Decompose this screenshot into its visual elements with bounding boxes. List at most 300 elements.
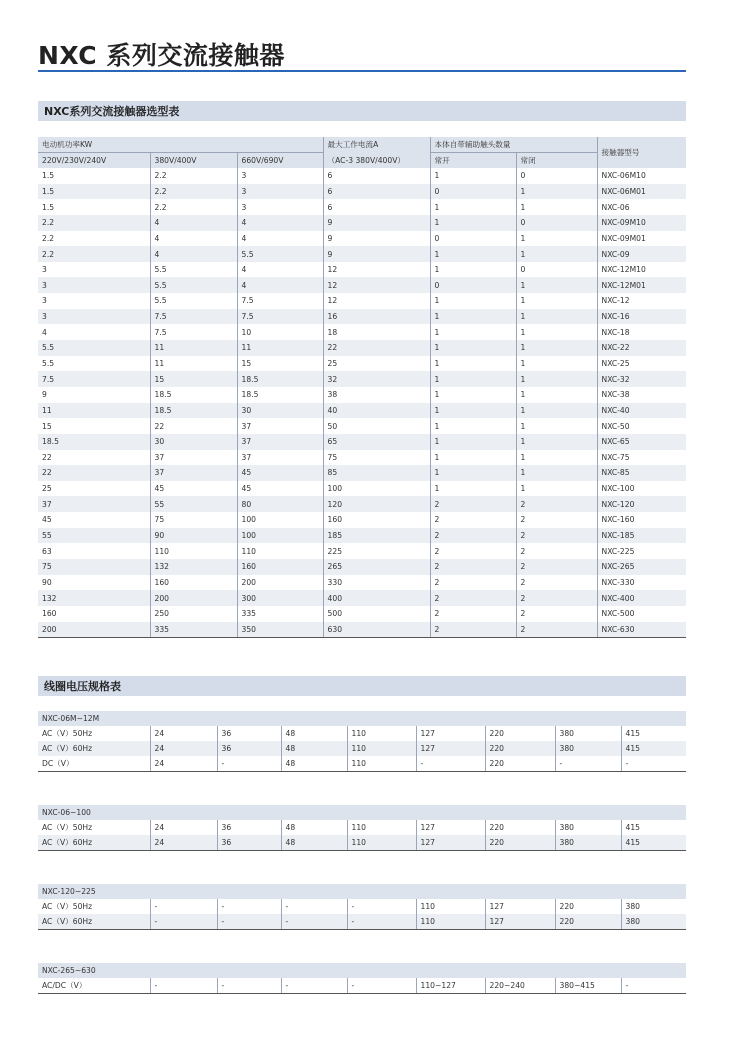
coil-voltage-cell: 220: [555, 899, 621, 914]
table-cell: 9: [323, 246, 430, 262]
coil-voltage-cell: 380: [621, 914, 686, 930]
table-row: [38, 340, 686, 356]
coil-row-label: AC（V）50Hz: [42, 729, 93, 738]
table-cell: 2: [516, 622, 597, 638]
table-cell: 0: [516, 215, 597, 231]
table-row: [38, 168, 686, 184]
table-cell: 30: [237, 403, 323, 419]
coil-voltage-cell: 48: [281, 756, 347, 772]
coil-row: [38, 835, 686, 851]
selection-section-header: [38, 101, 686, 121]
coil-voltage-cell: -: [281, 899, 347, 914]
table-row: [38, 262, 686, 278]
table-cell: 4: [42, 327, 47, 337]
table-cell: 11: [150, 356, 237, 372]
table-cell: 85: [323, 465, 430, 481]
table-cell: 2: [430, 606, 516, 622]
table-cell: 0: [430, 231, 516, 247]
table-cell: 1: [430, 418, 516, 434]
title-rule: [38, 70, 686, 72]
table-cell: 265: [323, 559, 430, 575]
table-cell: 6: [323, 168, 430, 184]
table-cell: NXC-160: [597, 512, 686, 528]
table-cell: NXC-22: [597, 340, 686, 356]
coil-voltage-cell: 127: [416, 741, 485, 756]
table-cell: 1: [430, 324, 516, 340]
table-cell: 15: [42, 421, 52, 431]
table-cell: 250: [150, 606, 237, 622]
table-row: [38, 246, 686, 262]
coil-voltage-cell: -: [347, 914, 416, 930]
coil-voltage-cell: 24: [150, 726, 217, 741]
table-cell: NXC-185: [597, 528, 686, 544]
table-cell: 100: [323, 481, 430, 497]
table-cell: 1: [430, 199, 516, 215]
table-cell: 2.2: [150, 168, 237, 184]
table-row: [38, 559, 686, 575]
coil-voltage-cell: 127: [416, 835, 485, 851]
table-cell: 2: [430, 496, 516, 512]
coil-voltage-cell: 110: [347, 726, 416, 741]
table-cell: 7.5: [237, 293, 323, 309]
table-cell: 90: [42, 577, 52, 587]
table-row: [38, 184, 686, 200]
table-cell: 37: [237, 450, 323, 466]
coil-voltage-cell: 415: [621, 820, 686, 835]
table-cell: 18.5: [150, 387, 237, 403]
table-cell: 100: [237, 512, 323, 528]
coil-row: [38, 741, 686, 756]
table-cell: 37: [150, 450, 237, 466]
coil-voltage-cell: -: [217, 914, 281, 930]
coil-voltage-cell: -: [150, 899, 217, 914]
table-row: [38, 199, 686, 215]
table-cell: 65: [323, 434, 430, 450]
coil-voltage-cell: 24: [150, 741, 217, 756]
table-cell: 350: [237, 622, 323, 638]
table-cell: 1: [516, 309, 597, 325]
table-row: [38, 277, 686, 293]
aux-group-header: 本体自带辅助触头数量: [430, 137, 597, 153]
coil-voltage-cell: 380: [621, 899, 686, 914]
coil-voltage-cell: 110: [347, 820, 416, 835]
table-cell: 160: [150, 575, 237, 591]
table-cell: 1: [430, 434, 516, 450]
table-row: [38, 293, 686, 309]
table-cell: 1: [430, 340, 516, 356]
table-cell: NXC-09: [597, 246, 686, 262]
table-cell: 1: [516, 184, 597, 200]
table-cell: 3: [42, 265, 47, 275]
table-row: [38, 324, 686, 340]
coil-voltage-cell: -: [217, 899, 281, 914]
table-cell: 160: [42, 609, 57, 619]
table-cell: 12: [323, 262, 430, 278]
table-cell: 1: [516, 277, 597, 293]
table-cell: 1: [516, 465, 597, 481]
table-cell: 55: [38, 528, 150, 544]
table-cell: 2.2: [150, 199, 237, 215]
table-cell: 37: [237, 418, 323, 434]
table-cell: 12: [323, 277, 430, 293]
table-cell: 120: [323, 496, 430, 512]
coil-voltage-cell: -: [347, 899, 416, 914]
coil-row: [38, 899, 686, 914]
table-cell: 7.5: [38, 371, 150, 387]
coil-voltage-cell: 48: [281, 726, 347, 741]
coil-voltage-cell: 24: [150, 835, 217, 851]
table-cell: 5.5: [42, 359, 55, 368]
table-cell: 1: [516, 481, 597, 497]
table-cell: 335: [237, 606, 323, 622]
table-cell: 1: [430, 403, 516, 419]
table-cell: 30: [150, 434, 237, 450]
table-cell: 12: [323, 293, 430, 309]
table-cell: 11: [150, 340, 237, 356]
table-cell: 630: [323, 622, 430, 638]
table-cell: 75: [38, 559, 150, 575]
table-cell: 330: [323, 575, 430, 591]
table-row: [38, 215, 686, 231]
coil-row: [38, 978, 686, 994]
table-cell: 1: [430, 387, 516, 403]
table-row: [38, 371, 686, 387]
table-cell: 335: [150, 622, 237, 638]
table-cell: 40: [323, 403, 430, 419]
coil-voltage-cell: 36: [217, 726, 281, 741]
table-cell: 55: [150, 496, 237, 512]
coil-voltage-cell: 415: [621, 726, 686, 741]
table-cell: 225: [323, 543, 430, 559]
table-cell: NXC-630: [597, 622, 686, 638]
table-cell: 7.5: [150, 324, 237, 340]
coil-voltage-cell: -: [281, 978, 347, 994]
table-row: [38, 387, 686, 403]
coil-voltage-cell: 110: [347, 756, 416, 772]
table-cell: 2: [430, 528, 516, 544]
table-cell: 2: [516, 559, 597, 575]
table-cell: 16: [323, 309, 430, 325]
coil-voltage-cell: 380: [555, 741, 621, 756]
table-cell: 4: [150, 246, 237, 262]
table-cell: 2: [430, 590, 516, 606]
table-cell: NXC-06: [597, 199, 686, 215]
table-cell: 9: [323, 231, 430, 247]
coil-section-title: 线圈电压规格表: [44, 680, 121, 693]
coil-voltage-cell: 220~240: [485, 978, 555, 994]
table-cell: NXC-06M10: [597, 168, 686, 184]
table-cell: 132: [150, 559, 237, 575]
table-cell: NXC-25: [597, 356, 686, 372]
table-cell: NXC-330: [597, 575, 686, 591]
coil-table-2: [38, 805, 686, 851]
table-cell: 9: [42, 390, 47, 400]
table-cell: NXC-12M01: [597, 277, 686, 293]
table-cell: 110: [150, 543, 237, 559]
table-row: [38, 403, 686, 419]
table-cell: 18: [323, 324, 430, 340]
table-cell: 1: [516, 231, 597, 247]
coil-voltage-cell: 48: [281, 835, 347, 851]
power-col-header: 220V/230V/240V: [38, 153, 150, 169]
table-cell: 2: [516, 575, 597, 591]
table-cell: 80: [237, 496, 323, 512]
table-cell: NXC-85: [597, 465, 686, 481]
table-cell: 2.2: [38, 246, 150, 262]
table-cell: 22: [38, 465, 150, 481]
selection-table: [38, 137, 686, 638]
coil-voltage-cell: 220: [485, 820, 555, 835]
coil-voltage-cell: 380: [555, 726, 621, 741]
table-row: [38, 543, 686, 559]
table-row: [38, 622, 686, 638]
table-cell: 300: [237, 590, 323, 606]
coil-row-label: AC（V）50Hz: [42, 823, 93, 832]
table-cell: 0: [516, 168, 597, 184]
coil-voltage-cell: -: [555, 756, 621, 772]
coil-voltage-cell: 220: [485, 756, 555, 772]
table-cell: 22: [150, 418, 237, 434]
coil-voltage-cell: -: [217, 756, 281, 772]
coil-table-3: [38, 884, 686, 930]
table-cell: 1.5: [42, 171, 55, 181]
table-cell: 1: [516, 450, 597, 466]
table-cell: 11: [38, 403, 150, 419]
table-cell: 2: [430, 543, 516, 559]
table-cell: 1: [516, 293, 597, 309]
table-cell: 4: [150, 215, 237, 231]
table-cell: NXC-12: [597, 293, 686, 309]
table-cell: 1: [430, 215, 516, 231]
table-cell: 45: [237, 465, 323, 481]
table-cell: 2: [516, 543, 597, 559]
table-cell: 11: [237, 340, 323, 356]
table-cell: 9: [323, 215, 430, 231]
coil-table-4: [38, 963, 686, 994]
table-cell: 2.2: [150, 184, 237, 200]
table-cell: 1: [516, 340, 597, 356]
table-cell: 3: [42, 296, 47, 306]
table-cell: 18.5: [237, 371, 323, 387]
table-cell: 0: [430, 184, 516, 200]
table-cell: 3: [237, 168, 323, 184]
coil-voltage-cell: 110~127: [416, 978, 485, 994]
coil-voltage-cell: -: [150, 914, 217, 930]
table-cell: 4: [150, 231, 237, 247]
coil-group-name: NXC-120~225: [38, 884, 686, 899]
aux-col-header: 常开: [430, 153, 516, 169]
table-cell: 18.5: [38, 434, 150, 450]
power-col-header: 660V/690V: [237, 153, 323, 169]
table-cell: 3: [38, 309, 150, 325]
table-cell: NXC-75: [597, 450, 686, 466]
table-cell: 1: [430, 309, 516, 325]
coil-voltage-cell: 127: [416, 726, 485, 741]
table-cell: 160: [237, 559, 323, 575]
table-row: [38, 356, 686, 372]
table-cell: 4: [237, 262, 323, 278]
coil-row-label: DC（V）: [38, 756, 150, 772]
coil-row-label: AC（V）50Hz: [42, 902, 93, 911]
table-cell: 1: [516, 371, 597, 387]
table-cell: 400: [323, 590, 430, 606]
table-cell: 90: [150, 528, 237, 544]
table-cell: NXC-18: [597, 324, 686, 340]
table-cell: 1: [430, 356, 516, 372]
table-cell: 3: [38, 277, 150, 293]
coil-voltage-cell: 36: [217, 820, 281, 835]
coil-voltage-cell: 24: [150, 756, 217, 772]
table-cell: 2: [430, 559, 516, 575]
coil-voltage-cell: -: [217, 978, 281, 994]
coil-group-header: [38, 711, 686, 726]
coil-voltage-cell: 380: [555, 820, 621, 835]
coil-voltage-cell: 110: [347, 741, 416, 756]
coil-voltage-cell: 415: [621, 835, 686, 851]
table-cell: NXC-100: [597, 481, 686, 497]
table-cell: 2.2: [42, 233, 55, 243]
table-cell: 200: [38, 622, 150, 638]
table-row: [38, 465, 686, 481]
table-cell: NXC-40: [597, 403, 686, 419]
coil-row-label: AC（V）60Hz: [38, 835, 150, 851]
table-cell: 5.5: [38, 340, 150, 356]
table-cell: 2: [430, 512, 516, 528]
table-cell: 1: [430, 293, 516, 309]
table-cell: 2: [430, 575, 516, 591]
table-cell: 100: [237, 528, 323, 544]
coil-row: [38, 914, 686, 930]
table-cell: 2: [430, 622, 516, 638]
table-cell: 37: [150, 465, 237, 481]
table-cell: 18.5: [237, 387, 323, 403]
table-row: [38, 590, 686, 606]
coil-group-name: NXC-265~630: [38, 963, 686, 978]
table-cell: 5.5: [150, 293, 237, 309]
model-header: 接触器型号: [597, 137, 686, 168]
table-cell: NXC-38: [597, 387, 686, 403]
table-cell: NXC-500: [597, 606, 686, 622]
table-row: [38, 450, 686, 466]
table-cell: 2: [516, 590, 597, 606]
coil-voltage-cell: 127: [485, 914, 555, 930]
coil-voltage-cell: -: [621, 978, 686, 994]
table-cell: 18.5: [150, 403, 237, 419]
current-header-line2: （AC-3 380V/400V）: [323, 153, 430, 169]
coil-voltage-cell: -: [150, 978, 217, 994]
table-cell: 15: [237, 356, 323, 372]
table-cell: 2: [516, 528, 597, 544]
table-cell: 75: [323, 450, 430, 466]
table-cell: NXC-400: [597, 590, 686, 606]
selection-section-title: NXC系列交流接触器选型表: [44, 105, 180, 118]
table-cell: 0: [430, 277, 516, 293]
coil-voltage-cell: 110: [416, 899, 485, 914]
table-row: [38, 434, 686, 450]
table-row: [38, 309, 686, 325]
table-cell: 1: [430, 168, 516, 184]
table-row: [38, 496, 686, 512]
table-cell: NXC-32: [597, 371, 686, 387]
table-cell: 2: [516, 512, 597, 528]
coil-voltage-cell: -: [281, 914, 347, 930]
table-cell: 38: [323, 387, 430, 403]
table-cell: 37: [38, 496, 150, 512]
table-cell: 1: [516, 403, 597, 419]
table-cell: 110: [237, 543, 323, 559]
aux-col-header: 常闭: [516, 153, 597, 169]
current-header-line1: 最大工作电流A: [323, 137, 430, 153]
table-cell: 1: [516, 246, 597, 262]
table-cell: 5.5: [150, 277, 237, 293]
table-cell: 5.5: [237, 246, 323, 262]
table-cell: 75: [150, 512, 237, 528]
table-cell: 45: [150, 481, 237, 497]
table-cell: 5.5: [150, 262, 237, 278]
coil-voltage-cell: 24: [150, 820, 217, 835]
table-cell: 1: [430, 465, 516, 481]
table-row: [38, 418, 686, 434]
table-cell: 50: [323, 418, 430, 434]
coil-voltage-cell: 127: [416, 820, 485, 835]
table-cell: 4: [237, 231, 323, 247]
coil-voltage-cell: 48: [281, 741, 347, 756]
table-cell: 32: [323, 371, 430, 387]
table-cell: NXC-06M01: [597, 184, 686, 200]
table-cell: 25: [323, 356, 430, 372]
table-cell: NXC-09M01: [597, 231, 686, 247]
table-row: [38, 481, 686, 497]
table-row: [38, 528, 686, 544]
table-cell: 3: [237, 184, 323, 200]
coil-voltage-cell: 415: [621, 741, 686, 756]
table-cell: 132: [38, 590, 150, 606]
coil-voltage-cell: 36: [217, 741, 281, 756]
coil-section-header: [38, 676, 686, 696]
coil-row-label: AC（V）60Hz: [38, 914, 150, 930]
table-cell: 25: [42, 484, 52, 494]
page-title: NXC 系列交流接触器: [38, 41, 285, 70]
table-cell: 1: [516, 324, 597, 340]
coil-group-header: [38, 963, 686, 978]
coil-group-name: NXC-06~100: [38, 805, 686, 820]
table-cell: 6: [323, 199, 430, 215]
coil-voltage-cell: 48: [281, 820, 347, 835]
table-cell: 1: [516, 434, 597, 450]
table-cell: 4: [237, 277, 323, 293]
table-cell: 1: [430, 481, 516, 497]
coil-row: [38, 820, 686, 835]
table-cell: NXC-09M10: [597, 215, 686, 231]
coil-row-label: AC（V）60Hz: [38, 741, 150, 756]
coil-group-header: [38, 884, 686, 899]
table-cell: 4: [237, 215, 323, 231]
table-cell: NXC-50: [597, 418, 686, 434]
table-cell: 500: [323, 606, 430, 622]
table-cell: 37: [237, 434, 323, 450]
table-cell: 1: [430, 450, 516, 466]
table-cell: 63: [42, 546, 52, 556]
table-cell: 22: [42, 452, 52, 462]
table-cell: NXC-12M10: [597, 262, 686, 278]
coil-voltage-cell: 220: [555, 914, 621, 930]
table-cell: 0: [516, 262, 597, 278]
coil-voltage-cell: 127: [485, 899, 555, 914]
coil-voltage-cell: 110: [347, 835, 416, 851]
table-cell: 1: [516, 387, 597, 403]
table-row: [38, 606, 686, 622]
table-row: [38, 575, 686, 591]
